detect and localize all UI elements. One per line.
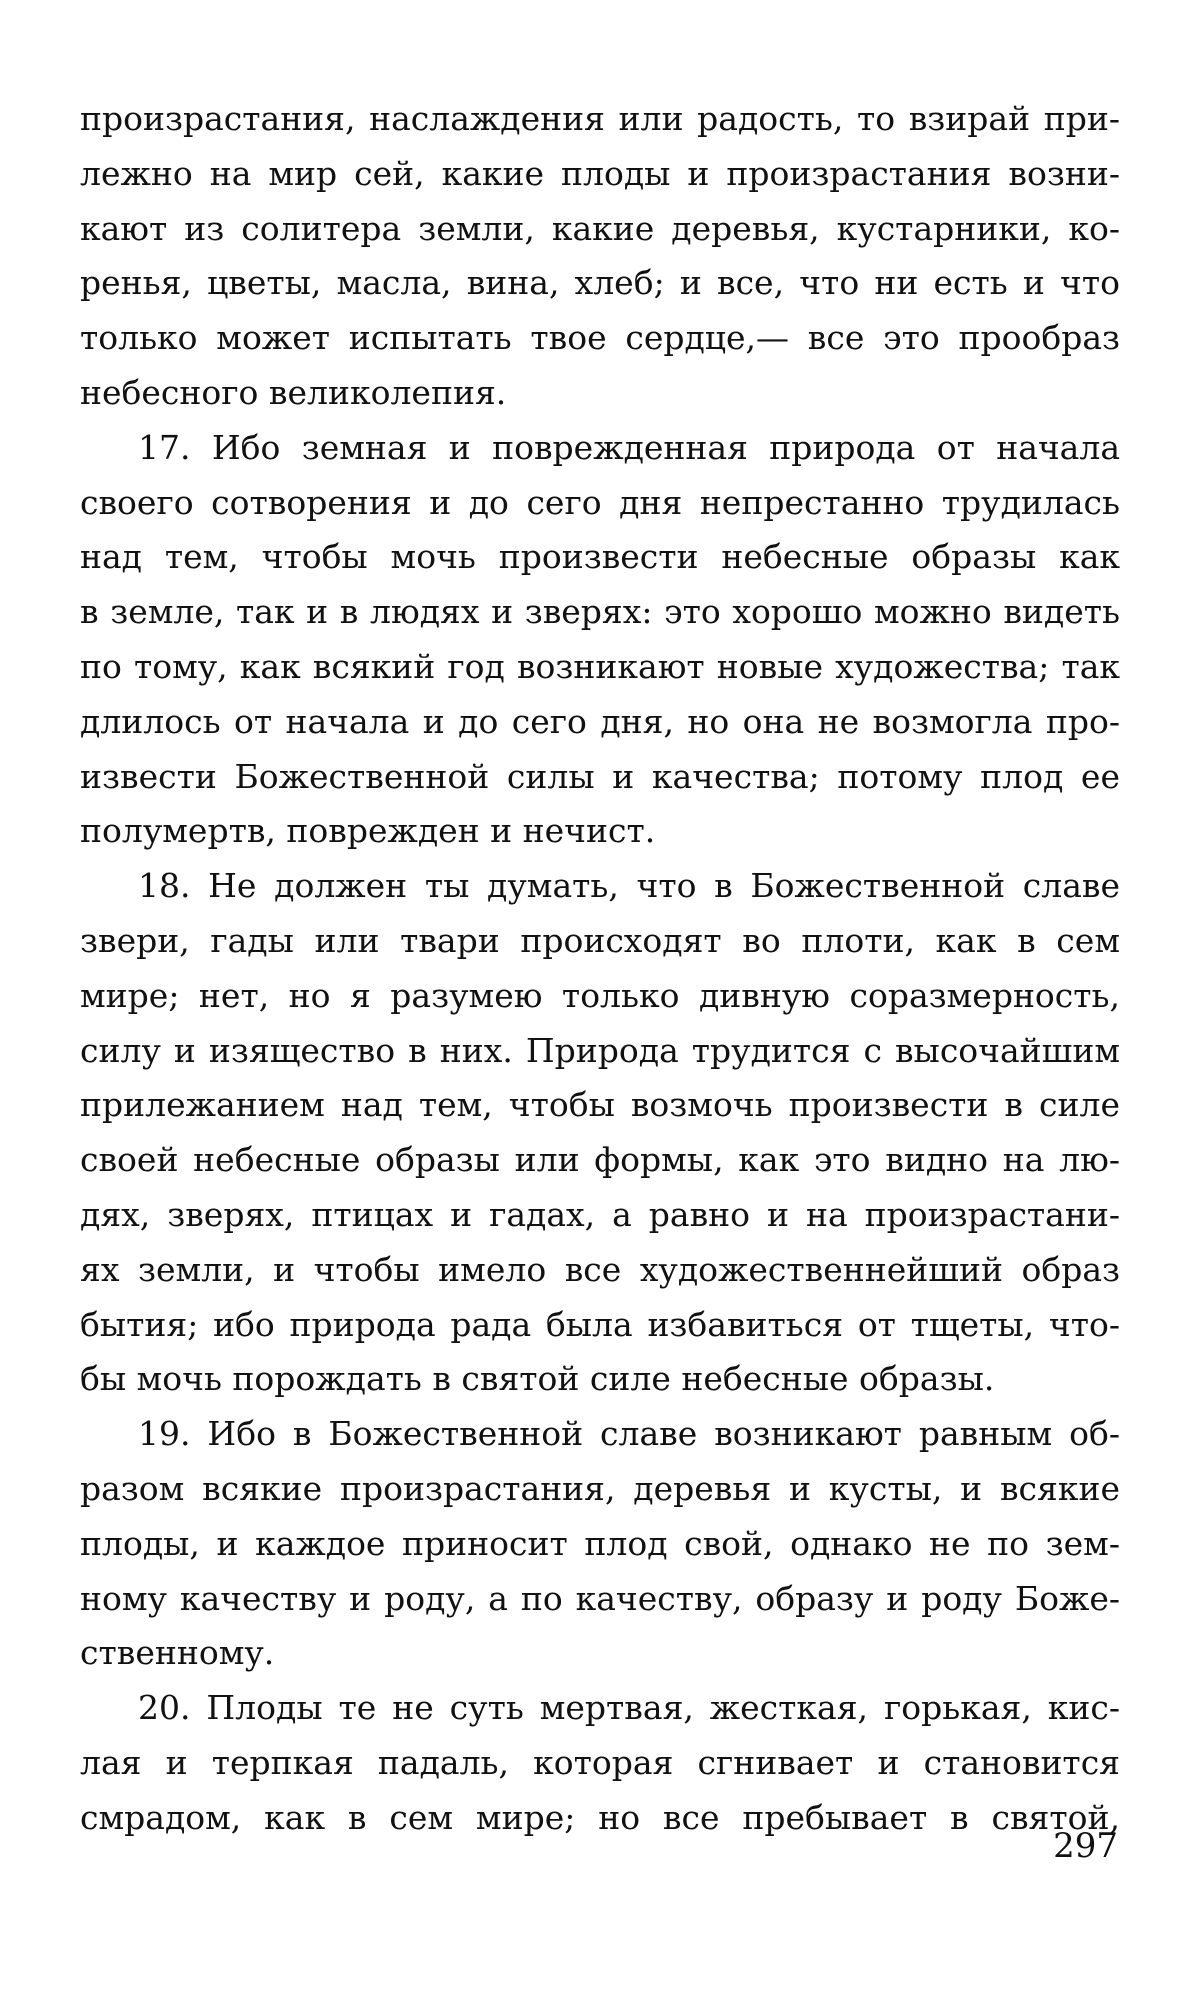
text-line: звери, гады или твари происходят во плоти, как в сем bbox=[80, 920, 1120, 960]
text-line: по тому, как всякий год возникают новые художества; так bbox=[80, 646, 1120, 686]
page-number: 297 bbox=[1053, 1826, 1118, 1866]
text-line: длилось от начала и до сего дня, но она не возмогла про- bbox=[80, 701, 1120, 741]
text-line: своей небесные образы или формы, как это видно на лю- bbox=[80, 1140, 1120, 1180]
text-line: дях, зверях, птицах и гадах, а равно и на произрастани- bbox=[80, 1194, 1120, 1234]
text-line: только может испытать твое сердце,— все это прообраз bbox=[80, 318, 1120, 358]
paragraph-19-start: 19. Ибо в Божественной славе возникают равным об- bbox=[138, 1414, 1120, 1454]
text-line: своего сотворения и до сего дня непрестанно трудилась bbox=[80, 482, 1120, 522]
text-line: мире; нет, но я разумею только дивную соразмерность, bbox=[80, 975, 1120, 1015]
text-line: лая и терпкая падаль, которая сгнивает и становится bbox=[80, 1742, 1120, 1782]
text-line: силу и изящество в них. Природа трудится с высочайшим bbox=[80, 1030, 1120, 1070]
text-line: ному качеству и роду, а по качеству, образу и роду Боже- bbox=[80, 1578, 1120, 1618]
page-body bbox=[80, 92, 1120, 1846]
text-line: извести Божественной силы и качества; потому плод ее bbox=[80, 756, 1120, 796]
text-line: бытия; ибо природа рада была избавиться от тщеты, что- bbox=[80, 1304, 1120, 1344]
text-line: небесного великолепия. bbox=[80, 372, 507, 412]
paragraph-17-start: 17. Ибо земная и поврежденная природа от начала bbox=[138, 427, 1120, 467]
paragraph-20-start: 20. Плоды те не суть мертвая, жесткая, горькая, кис- bbox=[138, 1688, 1120, 1728]
text-line: бы мочь порождать в святой силе небесные образы. bbox=[80, 1359, 995, 1399]
text-line: произрастания, наслаждения или радость, то взирай при- bbox=[80, 99, 1120, 138]
text-line: ях земли, и чтобы имело все художественнейший образ bbox=[80, 1249, 1120, 1289]
text-line: прилежанием над тем, чтобы возмочь произвести в силе bbox=[80, 1085, 1120, 1125]
text-line: в земле, так и в людях и зверях: это хорошо можно видеть bbox=[80, 592, 1120, 632]
text-line: ственному. bbox=[80, 1633, 275, 1673]
text-line: ренья, цветы, масла, вина, хлеб; и все, что ни есть и что bbox=[80, 263, 1120, 303]
text-line: кают из солитера земли, какие деревья, кустарники, ко- bbox=[80, 208, 1120, 248]
text-line: над тем, чтобы мочь произвести небесные образы как bbox=[80, 537, 1120, 577]
text-line: полумертв, поврежден и нечист. bbox=[80, 811, 656, 851]
text-line: смрадом, как в сем мире; но все пребывает в святой, bbox=[80, 1797, 1120, 1837]
paragraph-18-start: 18. Не должен ты думать, что в Божественной славе bbox=[138, 866, 1120, 906]
text-line: плоды, и каждое приносит плод свой, однако не по зем- bbox=[80, 1523, 1120, 1563]
text-line: разом всякие произрастания, деревья и кусты, и всякие bbox=[80, 1468, 1120, 1508]
text-line: лежно на мир сей, какие плоды и произрастания возни- bbox=[80, 153, 1120, 193]
